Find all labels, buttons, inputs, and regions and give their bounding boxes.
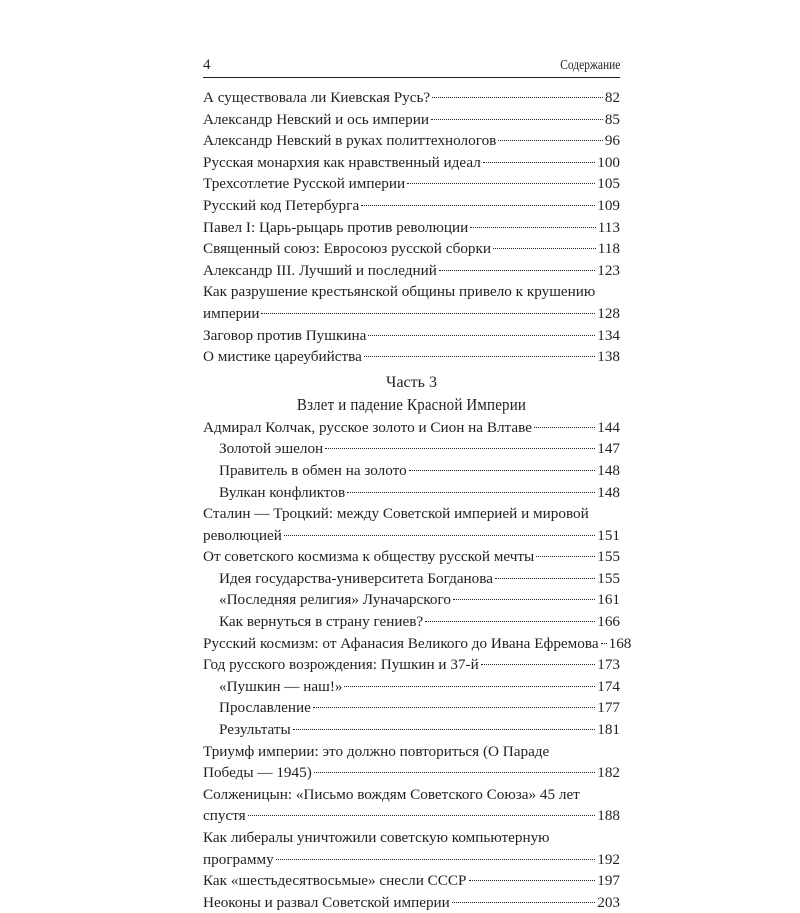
toc-subentry-title: Результаты (219, 721, 291, 739)
toc-entry-line1 (203, 741, 620, 763)
toc-entry-title: Как либералы уничтожили советскую компьютерную (203, 829, 550, 846)
toc-entry-page: 182 (597, 764, 620, 782)
toc-entry (203, 870, 620, 892)
dot-leader (483, 162, 595, 163)
toc-subentry (203, 611, 620, 633)
toc-entry (203, 546, 620, 568)
toc-entry (203, 417, 620, 439)
toc-entry-page: 147 (597, 440, 620, 458)
dot-leader (314, 772, 595, 773)
toc-subentry-title: «Последняя религия» Луначарского (219, 591, 451, 609)
toc-entry-line1 (203, 503, 620, 525)
dot-leader (368, 335, 595, 336)
toc-entry-title: От советского космизма к обществу русской мечты (203, 548, 535, 566)
dot-leader (432, 97, 603, 98)
toc-subentry-title: Золотой эшелон (219, 440, 324, 458)
dot-leader (361, 205, 595, 206)
toc-entry-title: Как «шестьдесятвосьмые» снесли СССР (203, 872, 467, 890)
toc-entry (203, 195, 620, 217)
toc-entry-title-cont: спустя (203, 807, 246, 825)
toc-entry-title: Адмирал Колчак, русское золото и Сион на Влтаве (203, 418, 532, 436)
toc-entry-title: Александр Невский в руках политтехнологов (203, 132, 497, 150)
dot-leader (325, 448, 595, 449)
dot-leader (453, 599, 595, 600)
dot-leader (495, 578, 595, 579)
toc-subentry-title: Идея государства-университета Богданова (219, 569, 493, 587)
toc-subentry (203, 676, 620, 698)
toc-subentry (203, 719, 620, 741)
toc-entry-title: Год русского возрождения: Пушкин и 37-й (203, 656, 479, 674)
toc-entry-page: 144 (597, 418, 620, 436)
toc-entry-title: Русская монархия как нравственный идеал (203, 153, 481, 171)
toc-entry (203, 217, 620, 239)
toc-entry (203, 87, 620, 109)
dot-leader (284, 535, 595, 536)
dot-leader (498, 140, 602, 141)
toc-entry-page: 148 (597, 483, 620, 501)
dot-leader (407, 183, 595, 184)
toc-subentry (203, 438, 620, 460)
toc-subentry (203, 460, 620, 482)
toc-entry-page: 161 (597, 591, 620, 609)
toc-subentry (203, 568, 620, 590)
toc-entry-title: Триумф империи: это должно повториться (О Параде (203, 742, 550, 760)
toc-entry-page: 155 (597, 548, 620, 566)
toc-entry-title: Русский космизм: от Афанасия Великого до Ивана Ефремова (203, 634, 599, 652)
toc-entry-page: 166 (597, 613, 620, 631)
running-head: Содержание (559, 58, 620, 73)
toc-entry-title: Александр III. Лучший и последний (203, 261, 437, 279)
toc-entry-title: Александр Невский и ось империи (203, 110, 429, 128)
toc-entry-page: 181 (597, 721, 620, 739)
toc-entry-page: 113 (597, 218, 620, 236)
dot-leader (293, 729, 596, 730)
table-of-contents (203, 87, 632, 913)
dot-leader (481, 664, 596, 665)
toc-entry-title: Трехсотлетие Русской империи (203, 175, 406, 193)
toc-subentry-title: Прославление (219, 699, 311, 717)
toc-subentry-title: «Пушкин — наш!» (219, 677, 343, 695)
part-label: Часть 3 (386, 373, 437, 391)
dot-leader (470, 227, 596, 228)
toc-entry-page: 128 (597, 304, 620, 322)
toc-entry-title: Павел I: Царь-рыцарь против революции (203, 218, 469, 236)
toc-entry-title: Как разрушение крестьянской общины привело к крушению (203, 283, 596, 301)
toc-subentry-title: Вулкан конфликтов (219, 483, 346, 501)
toc-entry-line1 (203, 827, 620, 849)
toc-entry (203, 173, 620, 195)
toc-entry-line1 (203, 281, 620, 303)
toc-entry-page: 192 (597, 850, 620, 868)
toc-entry-title: А существовала ли Киевская Русь? (203, 89, 431, 106)
dot-leader (344, 686, 595, 687)
toc-entry (203, 152, 620, 174)
toc-entry-line2 (203, 849, 620, 871)
dot-leader (261, 313, 595, 314)
toc-entry-title: Русский код Петербурга (203, 196, 360, 214)
toc-entry-page: 168 (608, 634, 632, 652)
toc-entry (203, 892, 620, 913)
toc-entry-title: Священный союз: Евросоюз русской сборки (203, 240, 492, 258)
toc-entry-page: 134 (597, 326, 620, 344)
dot-leader (409, 470, 596, 471)
toc-entry-title-cont: империи (203, 304, 260, 322)
toc-entry-page: 109 (597, 196, 620, 214)
page-number: 4 (203, 57, 211, 73)
dot-leader (536, 556, 595, 557)
toc-entry-page: 151 (597, 526, 620, 544)
page-header (203, 55, 620, 78)
dot-leader (534, 427, 595, 428)
toc-entry-page: 174 (597, 677, 620, 695)
toc-entry-page: 148 (597, 461, 620, 479)
toc-entry-page: 203 (597, 893, 620, 911)
toc-entry-title: Неоконы и развал Советской империи (203, 893, 450, 911)
dot-leader (364, 356, 595, 357)
toc-entry-page: 100 (597, 153, 620, 171)
dot-leader (469, 880, 596, 881)
toc-entry-page: 188 (597, 807, 620, 825)
toc-entry-title-cont: революцией (203, 526, 282, 544)
dot-leader (276, 859, 596, 860)
toc-entry (203, 238, 620, 260)
toc-entry (203, 260, 620, 282)
dot-leader (431, 119, 603, 120)
dot-leader (493, 248, 596, 249)
toc-entry-page: 96 (604, 132, 620, 150)
toc-entry-title: О мистике цареубийства (203, 348, 362, 366)
toc-subentry (203, 482, 620, 504)
toc-entry (203, 346, 620, 368)
toc-entry-page: 173 (597, 656, 620, 674)
toc-entry-page: 138 (597, 348, 620, 366)
dot-leader (313, 707, 595, 708)
toc-entry (203, 109, 620, 131)
toc-entry-page: 155 (597, 569, 620, 587)
dot-leader (248, 815, 596, 816)
toc-entry (203, 654, 620, 676)
toc-entry-page: 85 (604, 110, 620, 128)
toc-entry-page: 177 (597, 699, 620, 717)
dot-leader (347, 492, 595, 493)
toc-entry-title: Солженицын: «Письмо вождям Советского Союза» 45 лет (203, 785, 580, 803)
toc-entry (203, 633, 632, 655)
toc-entry-line2 (203, 303, 620, 325)
toc-entry-title: Сталин — Троцкий: между Советской империей и мировой (203, 505, 589, 523)
toc-entry-page: 118 (597, 240, 620, 258)
toc-entry-title-cont: программу (203, 850, 274, 868)
toc-entry (203, 130, 620, 152)
dot-leader (439, 270, 595, 271)
toc-subentry (203, 589, 620, 611)
part-title: Взлет и падение Красной Империи (296, 394, 527, 414)
toc-entry-page: 105 (597, 175, 620, 193)
toc-entry-line2 (203, 525, 620, 547)
toc-entry-title: Заговор против Пушкина (203, 326, 367, 344)
toc-entry-title-cont: Победы — 1945) (203, 764, 312, 782)
dot-leader (425, 621, 595, 622)
toc-entry (203, 325, 620, 347)
toc-subentry-title: Как вернуться в страну гениев? (219, 613, 424, 631)
toc-subentry (203, 697, 620, 719)
toc-entry-line1 (203, 784, 620, 806)
toc-entry-line2 (203, 762, 620, 784)
dot-leader (452, 902, 595, 903)
toc-subentry-title: Правитель в обмен на золото (219, 461, 407, 479)
toc-entry-line2 (203, 805, 620, 827)
dot-leader (601, 643, 607, 644)
toc-entry-page: 123 (597, 261, 620, 279)
toc-entry-page: 82 (604, 89, 620, 106)
toc-entry-page: 197 (597, 872, 620, 890)
